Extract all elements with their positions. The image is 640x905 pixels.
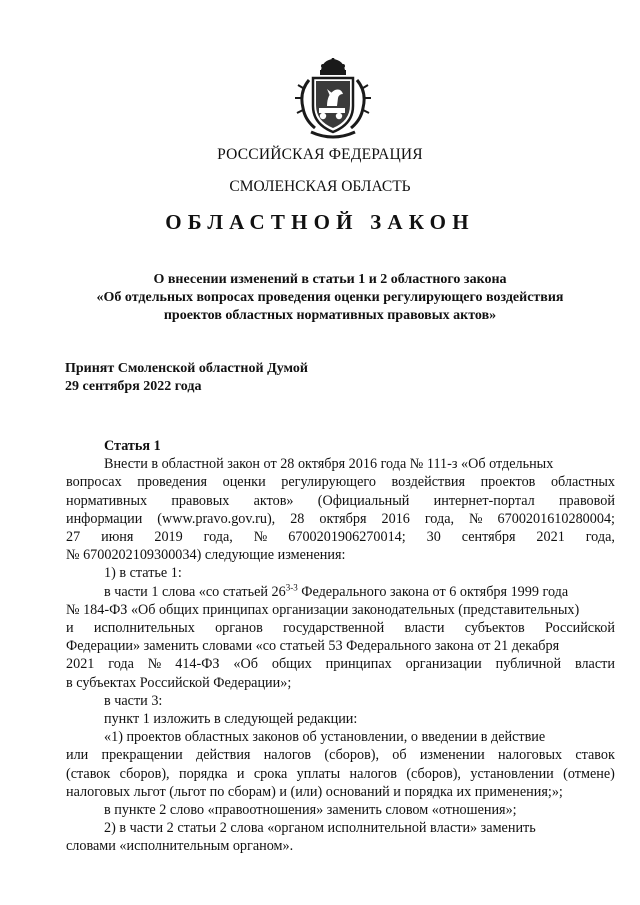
- quote-line: налоговых льгот (льгот по сборам) и (или) оснований и порядка их применения;»;: [66, 783, 563, 800]
- text-run: Федерального закона от 6 октября 1999 года: [297, 583, 569, 600]
- coat-of-arms-emblem: [293, 58, 373, 140]
- word: года: [108, 656, 134, 673]
- law-subject-line: О внесении изменений в статьи 1 и 2 областного закона: [153, 272, 507, 287]
- word: 28: [290, 510, 305, 527]
- word: информации: [66, 510, 143, 527]
- word: нормативных: [66, 492, 148, 509]
- word: (Официальный: [317, 492, 410, 509]
- word: налогов: [349, 765, 397, 782]
- word: общих: [271, 656, 312, 673]
- word: интернет-портал: [433, 492, 535, 509]
- paragraph-line: [66, 473, 615, 491]
- word: года,: [424, 510, 455, 527]
- word: правовой: [558, 492, 615, 509]
- adoption-date: 29 сентября 2022 года: [65, 379, 202, 394]
- word: налогов: [263, 747, 312, 764]
- paragraph-line: [66, 619, 615, 637]
- paragraph-line: Федерации» заменить словами «со статьей 53 Федерального закона от 21 декабря: [66, 638, 560, 655]
- word: власти: [404, 620, 445, 637]
- word: года,: [585, 529, 615, 546]
- word: (отмене): [563, 765, 615, 782]
- word: уплаты: [296, 765, 341, 782]
- quote-line: [66, 765, 615, 783]
- word: срока: [253, 765, 288, 782]
- word: правовых: [171, 492, 230, 509]
- paragraph-line: Внести в областной закон от 28 октября 2016 года № 111-з «Об отдельных: [104, 456, 554, 473]
- superscript: 3-3: [285, 581, 298, 592]
- paragraph-line: в пункте 2 слово «правоотношения» заменить словом «отношения»;: [104, 802, 517, 819]
- word: актов»: [253, 492, 294, 509]
- paragraph-line: словами «исполнительным органом».: [66, 838, 294, 855]
- word: 30: [426, 529, 441, 546]
- paragraph-line: № 6700202109300034) следующие изменения:: [66, 547, 346, 564]
- paragraph-line: [66, 583, 615, 601]
- word: об: [392, 747, 407, 764]
- adopted-by: Принят Смоленской областной Думой: [65, 361, 308, 376]
- word: 2016: [381, 510, 410, 527]
- word: оценки: [222, 474, 266, 491]
- word: 414-ФЗ: [175, 656, 220, 673]
- word: 6700201906270014;: [288, 529, 406, 546]
- paragraph-line: № 184-ФЗ «Об общих принципах организации законодательных (представительных): [66, 601, 580, 618]
- word: организации: [405, 656, 482, 673]
- word: (сборов),: [324, 747, 380, 764]
- word: областных: [550, 474, 615, 491]
- paragraph-line: [66, 492, 615, 510]
- law-subject-line: «Об отдельных вопросах проведения оценки регулирующего воздействия: [96, 290, 564, 305]
- word: регулирующего: [281, 474, 376, 491]
- word: «Об: [233, 656, 258, 673]
- word: года,: [203, 529, 233, 546]
- quote-line: [66, 746, 615, 764]
- word: 2021: [66, 656, 95, 673]
- word: октября: [319, 510, 367, 527]
- word: установлении: [470, 765, 554, 782]
- word: сборов),: [119, 765, 170, 782]
- word: порядка: [178, 765, 228, 782]
- word: или: [66, 747, 89, 764]
- word: 2019: [154, 529, 183, 546]
- word: принципах: [325, 656, 392, 673]
- country-heading: РОССИЙСКАЯ ФЕДЕРАЦИЯ: [217, 146, 423, 163]
- word: сентября: [461, 529, 516, 546]
- word: проведения: [137, 474, 208, 491]
- word: проектов: [480, 474, 536, 491]
- list-item: 1) в статье 1:: [104, 565, 182, 582]
- word: исполнительных: [93, 620, 195, 637]
- law-subject-line: проектов областных нормативных правовых актов»: [163, 308, 497, 323]
- article-heading: Статья 1: [104, 438, 161, 454]
- word: 2021: [536, 529, 565, 546]
- word: (ставок: [66, 765, 111, 782]
- paragraph-line: в части 3:: [104, 692, 163, 709]
- word: июня: [101, 529, 134, 546]
- word: действия: [196, 747, 251, 764]
- document-title: ОБЛАСТНОЙ ЗАКОН: [165, 210, 475, 234]
- word: и: [66, 620, 74, 637]
- word: вопросах: [66, 474, 122, 491]
- text-run: в части 1 слова «со статьей 26: [104, 583, 286, 600]
- article-1: [66, 437, 615, 856]
- word: власти: [574, 656, 615, 673]
- paragraph-line: [66, 510, 615, 528]
- paragraph-line: [66, 528, 615, 546]
- law-subject: [60, 271, 600, 325]
- word: №: [469, 510, 483, 527]
- word: №: [147, 656, 162, 673]
- paragraph-line: пункт 1 изложить в следующей редакции:: [104, 711, 358, 728]
- adoption-info: [65, 360, 308, 396]
- word: Российской: [545, 620, 615, 637]
- word: и: [236, 765, 245, 782]
- word: органов: [215, 620, 263, 637]
- paragraph-line: [66, 655, 615, 673]
- word: воздействия: [391, 474, 466, 491]
- word: 27: [66, 529, 81, 546]
- word: (www.pravo.gov.ru),: [157, 510, 276, 527]
- word: №: [253, 529, 268, 546]
- word: прекращении: [101, 747, 183, 764]
- word: 6700201610280004;: [497, 510, 615, 527]
- word: налоговых: [498, 747, 563, 764]
- quote-line: «1) проектов областных законов об установлении, о введении в действие: [104, 729, 546, 746]
- list-item: 2) в части 2 статьи 2 слова «органом исполнительной власти» заменить: [104, 820, 536, 837]
- word: субъектов: [464, 620, 525, 637]
- word: публичной: [495, 656, 562, 673]
- word: (сборов),: [406, 765, 461, 782]
- region-heading: СМОЛЕНСКАЯ ОБЛАСТЬ: [229, 178, 411, 195]
- word: государственной: [283, 620, 385, 637]
- word: изменении: [419, 747, 485, 764]
- word: ставок: [575, 747, 615, 764]
- paragraph-line: в субъектах Российской Федерации»;: [66, 674, 292, 691]
